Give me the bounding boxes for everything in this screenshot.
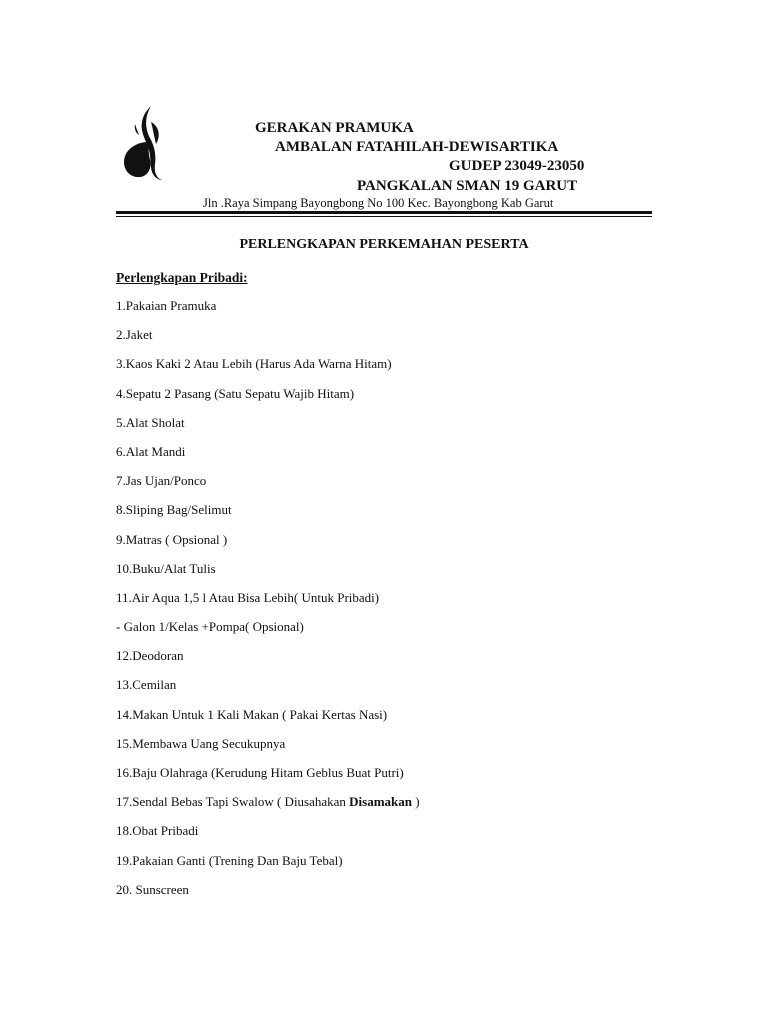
list-item: 20. Sunscreen	[116, 881, 189, 897]
address-line: Jln .Raya Simpang Bayongbong No 100 Kec. Bayongbong Kab Garut	[203, 196, 554, 210]
pramuka-tunas-kelapa-logo-icon	[118, 102, 170, 184]
list-item: 1.Pakaian Pramuka	[116, 298, 217, 313]
item-emphasis: Disamakan	[349, 794, 413, 810]
pangkalan-name: PANGKALAN SMAN 19 GARUT	[357, 178, 578, 194]
section-heading: Perlengkapan Pribadi:	[116, 270, 248, 285]
item-text: )	[412, 794, 420, 810]
list-item: 2.Jaket	[116, 327, 153, 343]
list-item: 19.Pakaian Ganti (Trening Dan Baju Tebal)	[116, 852, 343, 868]
list-item: 13.Cemilan	[116, 677, 177, 693]
list-item: 3.Kaos Kaki 2 Atau Lebih (Harus Ada Warna Hitam)	[116, 356, 392, 372]
list-item: 14.Makan Untuk 1 Kali Makan ( Pakai Kertas Nasi)	[116, 706, 388, 722]
list-item: 4.Sepatu 2 Pasang (Satu Sepatu Wajib Hitam)	[116, 385, 355, 401]
list-item: - Galon 1/Kelas +Pompa( Opsional)	[116, 619, 304, 635]
letterhead-divider-thin	[116, 216, 652, 217]
list-item: 5.Alat Sholat	[116, 414, 185, 430]
list-item: 9.Matras ( Opsional )	[116, 531, 228, 547]
list-item: 12.Deodoran	[116, 648, 184, 664]
gudep-number: GUDEP 23049-23050	[449, 158, 585, 174]
letterhead-divider-thick	[116, 211, 652, 214]
document-title: PERLENGKAPAN PERKEMAHAN PESERTA	[239, 237, 529, 252]
item-text: 17.Sendal Bebas Tapi Swalow ( Diusahakan	[116, 794, 350, 810]
list-item: 10.Buku/Alat Tulis	[116, 560, 216, 576]
list-item-sandals	[116, 793, 420, 822]
list-item: 6.Alat Mandi	[116, 443, 186, 459]
ambalan-name: AMBALAN FATAHILAH-DEWISARTIKA	[275, 139, 559, 155]
organization-name: GERAKAN PRAMUKA	[255, 120, 414, 136]
list-item: 16.Baju Olahraga (Kerudung Hitam Geblus Buat Putri)	[116, 765, 404, 780]
equipment-list	[116, 297, 420, 910]
list-item: 11.Air Aqua 1,5 l Atau Bisa Lebih( Untuk Pribadi)	[116, 589, 380, 605]
list-item: 15.Membawa Uang Secukupnya	[116, 735, 286, 751]
list-item: 8.Sliping Bag/Selimut	[116, 502, 232, 518]
list-item: 7.Jas Ujan/Ponco	[116, 473, 207, 489]
list-item: 18.Obat Pribadi	[116, 823, 199, 839]
